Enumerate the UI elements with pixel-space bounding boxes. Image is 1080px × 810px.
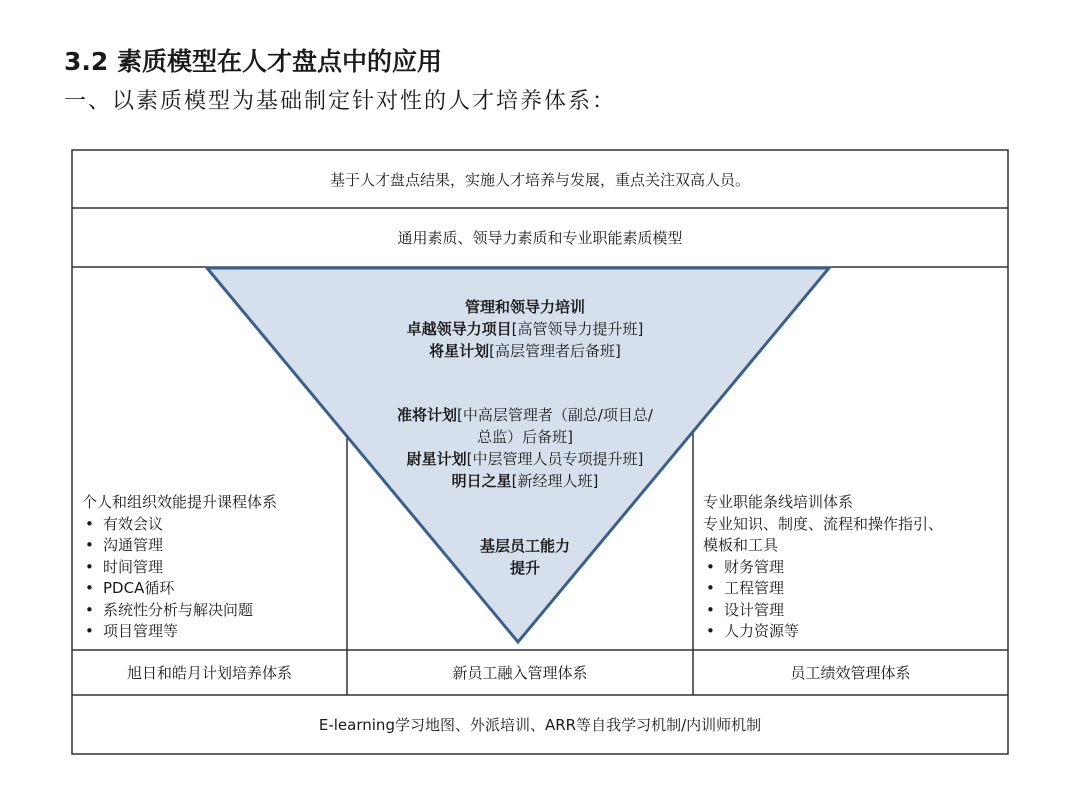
section-heading: 3.2 素质模型在人才盘点中的应用 bbox=[64, 47, 442, 76]
footer-row-elearning: E-learning学习地图、外派培训、ARR等自我学习机制/内训师机制 bbox=[318, 716, 762, 734]
program-tomorrow-star-desc: [新经理人班] bbox=[511, 472, 599, 490]
bottom-cell-sunrise-plan: 旭日和皓月计划培养体系 bbox=[126, 664, 292, 682]
list-item: • PDCA循环 bbox=[82, 578, 344, 600]
section-subheading: 一、以素质模型为基础制定针对性的人才培养体系： bbox=[64, 89, 617, 114]
program-general-star: 将星计划 bbox=[429, 342, 490, 360]
program-excellent-leadership-desc: [高管领导力提升班] bbox=[511, 320, 644, 338]
program-brigadier: 准将计划 bbox=[397, 406, 458, 424]
program-brigadier-desc-cont: 总监）后备班] bbox=[477, 428, 573, 446]
list-item: • 系统性分析与解决问题 bbox=[82, 600, 344, 622]
list-item: • 工程管理 bbox=[703, 578, 1003, 600]
right-panel-list bbox=[703, 557, 1003, 643]
left-panel-list bbox=[82, 514, 344, 643]
program-general-star-desc: [高层管理者后备班] bbox=[489, 342, 621, 360]
bottom-cell-performance: 员工绩效管理体系 bbox=[790, 664, 911, 682]
program-lieutenant-star-desc: [中层管理人员专项提升班] bbox=[466, 450, 644, 468]
list-item: • 沟通管理 bbox=[82, 535, 344, 557]
row-competency-models: 通用素质、领导力素质和专业职能素质模型 bbox=[397, 229, 683, 247]
list-item: • 时间管理 bbox=[82, 557, 344, 579]
program-tomorrow-star: 明日之星 bbox=[451, 472, 512, 490]
leadership-training-title: 管理和领导力培训 bbox=[464, 298, 585, 316]
right-panel-desc-line1: 专业知识、制度、流程和操作指引、 bbox=[703, 514, 944, 533]
triangle-group-leadership bbox=[300, 296, 750, 362]
basic-staff-line2: 提升 bbox=[509, 559, 540, 577]
row-talent-review: 基于人才盘点结果，实施人才培养与发展，重点关注双高人员。 bbox=[329, 170, 750, 189]
triangle-group-middle bbox=[300, 404, 750, 492]
right-panel-desc-line2: 模板和工具 bbox=[703, 536, 779, 554]
bottom-cell-onboarding: 新员工融入管理体系 bbox=[452, 664, 588, 682]
program-brigadier-desc: [中高层管理者（副总/项目总/ bbox=[457, 406, 653, 424]
list-item: • 财务管理 bbox=[703, 557, 1003, 579]
right-panel bbox=[703, 492, 1003, 643]
list-item: • 人力资源等 bbox=[703, 621, 1003, 643]
list-item: • 设计管理 bbox=[703, 600, 1003, 622]
left-panel bbox=[82, 492, 344, 643]
left-panel-title: 个人和组织效能提升课程体系 bbox=[82, 493, 278, 511]
list-item: • 项目管理等 bbox=[82, 621, 344, 643]
triangle-group-basic bbox=[300, 535, 750, 579]
list-item: • 有效会议 bbox=[82, 514, 344, 536]
basic-staff-line1: 基层员工能力 bbox=[479, 537, 570, 555]
program-excellent-leadership: 卓越领导力项目 bbox=[406, 320, 512, 338]
program-lieutenant-star: 尉星计划 bbox=[406, 450, 467, 468]
right-panel-title: 专业职能条线培训体系 bbox=[703, 493, 854, 511]
